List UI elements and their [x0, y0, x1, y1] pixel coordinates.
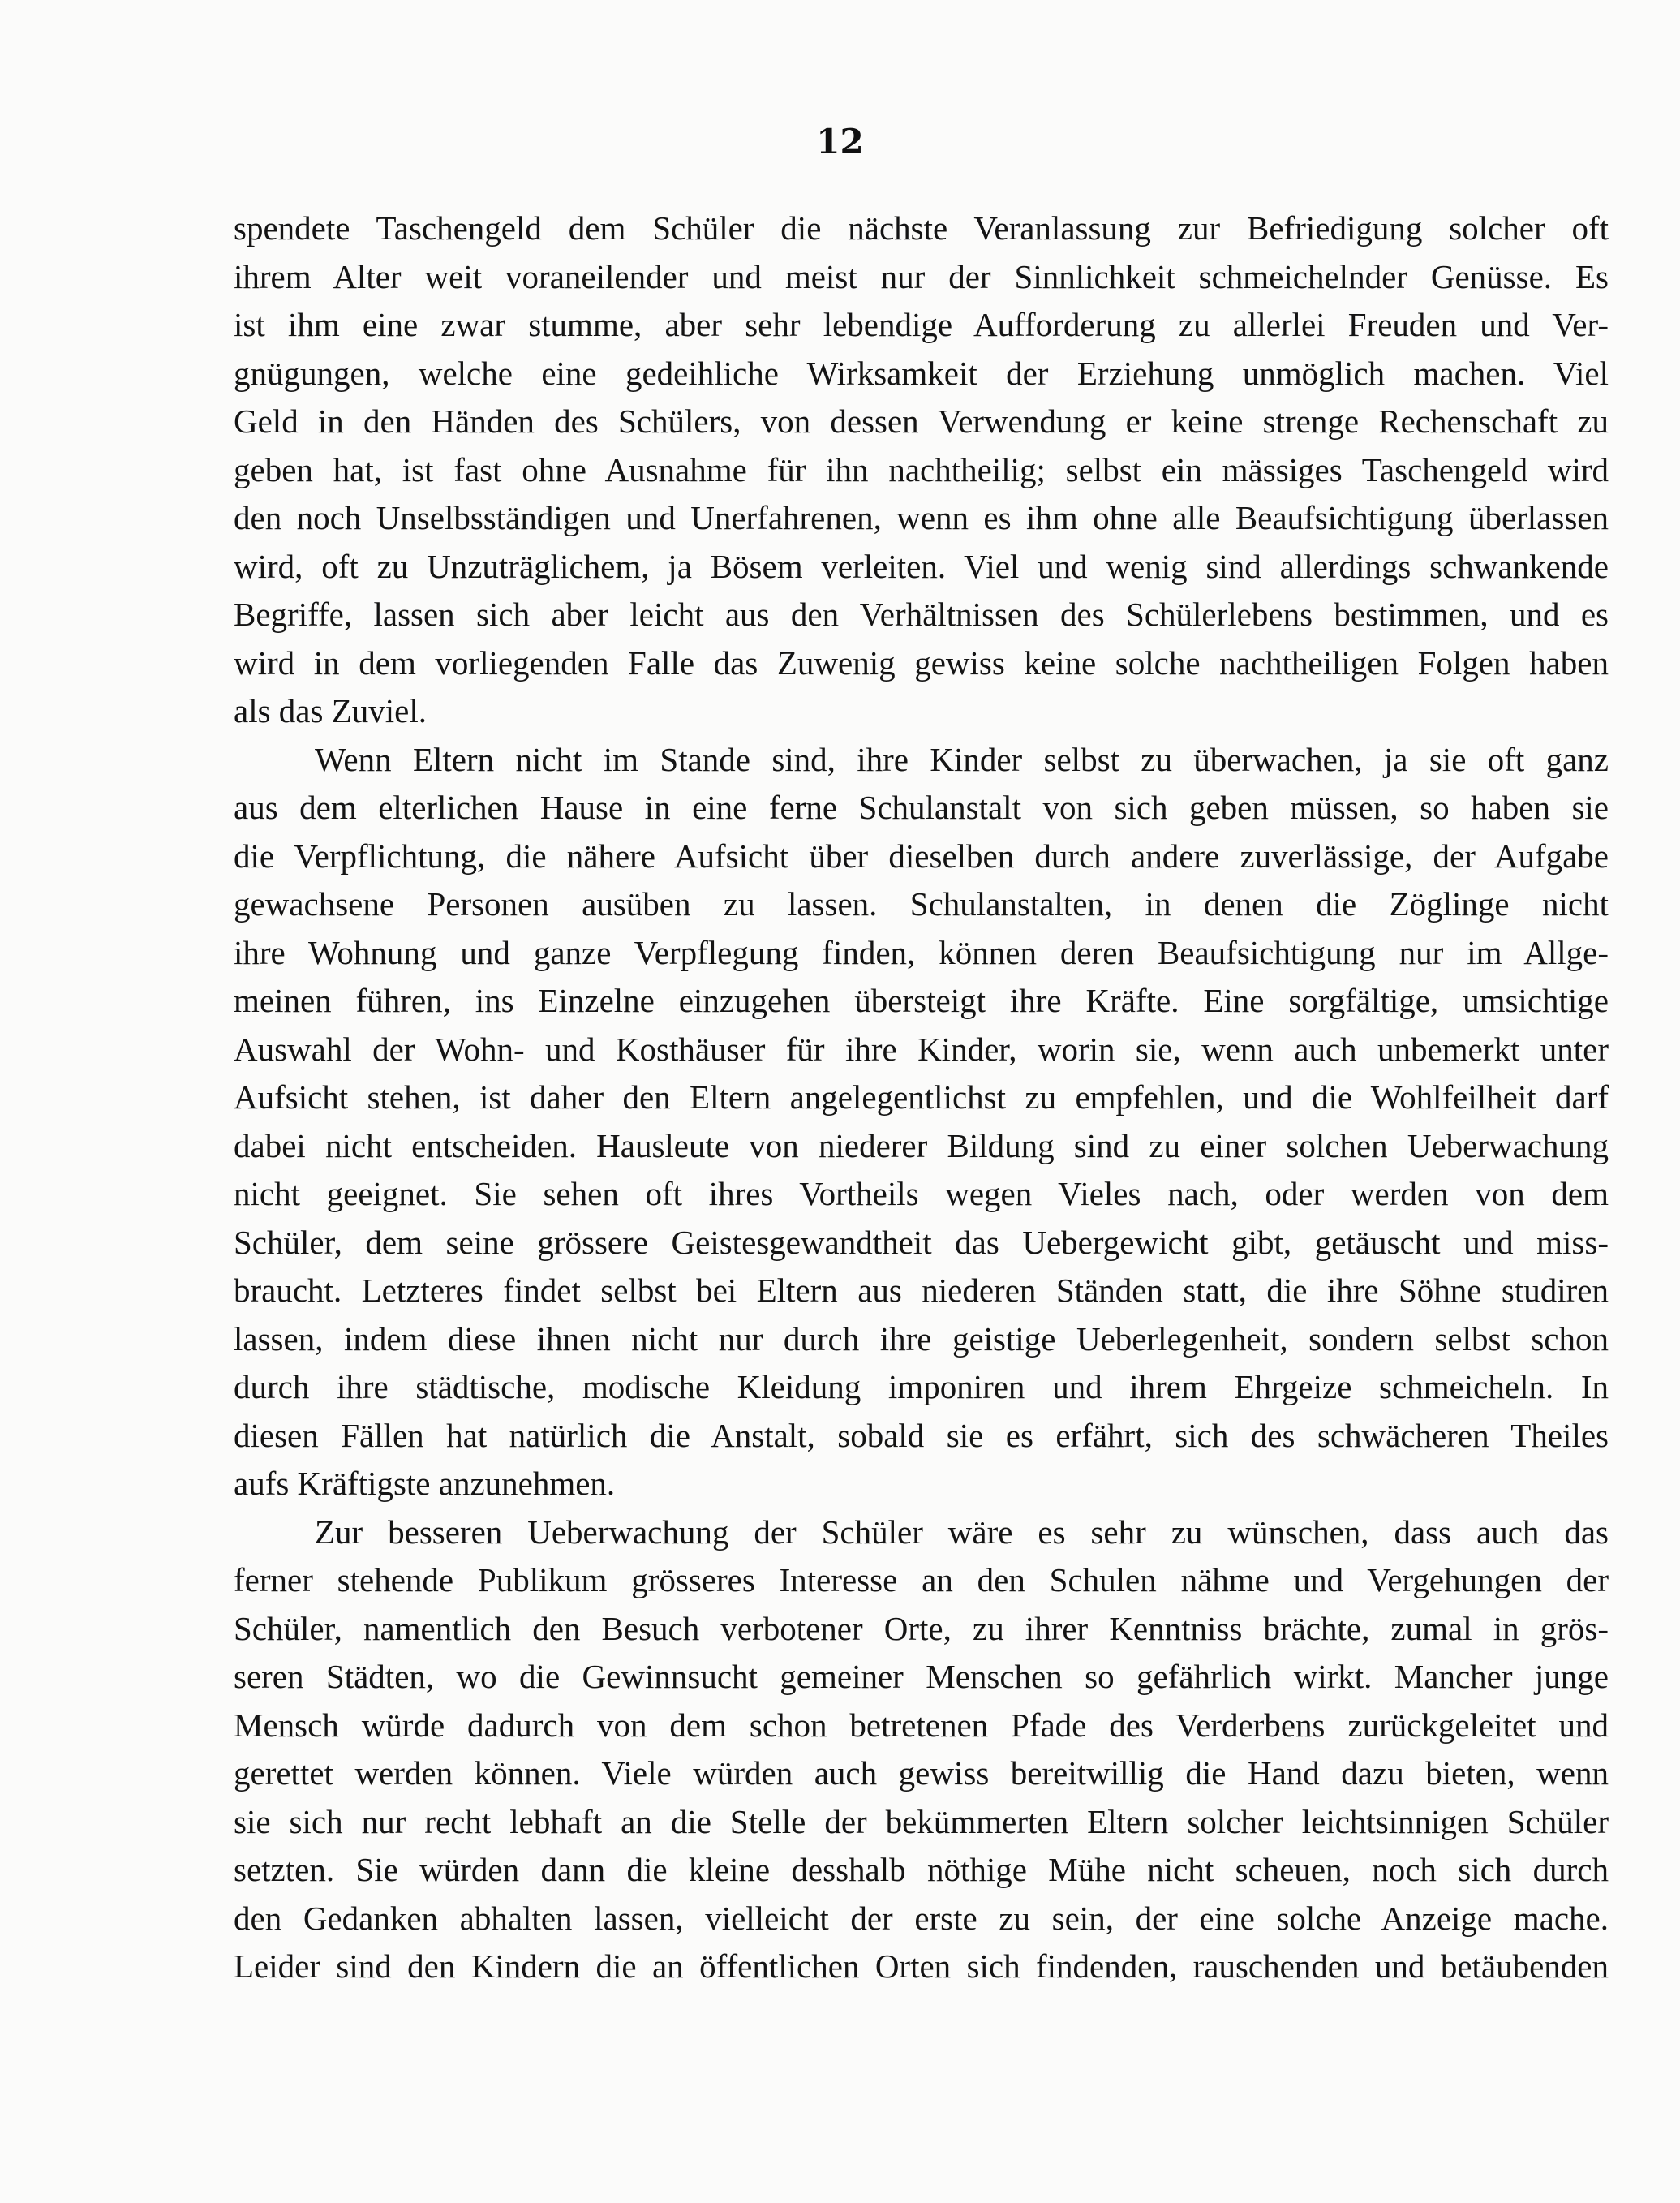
- text-line: sie sich nur recht lebhaft an die Stelle der bekümmerten Eltern solcher leichtsinnigen Schüler: [234, 1802, 1609, 1840]
- text-line: den noch Unselbsständigen und Unerfahrenen, wenn es ihm ohne alle Beaufsichtigung überlassen: [234, 499, 1609, 536]
- text-line: braucht. Letzteres findet selbst bei Eltern aus niederen Ständen statt, die ihre Söhne studiren: [234, 1271, 1609, 1309]
- paragraph-3: [234, 1508, 1609, 1991]
- text-line: Auswahl der Wohn- und Kosthäuser für ihre Kinder, worin sie, wenn auch unbemerkt unter: [234, 1030, 1609, 1068]
- text-line: wird, oft zu Unzuträglichem, ja Bösem verleiten. Viel und wenig sind allerdings schwankende: [234, 547, 1609, 585]
- text-line: als das Zuviel.: [234, 692, 427, 729]
- text-line: aus dem elterlichen Hause in eine ferne Schulanstalt von sich geben müssen, so haben sie: [234, 789, 1609, 826]
- text-line: geben hat, ist fast ohne Ausnahme für ihn nachtheilig; selbst ein mässiges Taschengeld wird: [234, 450, 1609, 488]
- text-line: diesen Fällen hat natürlich die Anstalt, sobald sie es erfährt, sich des schwächeren Theiles: [234, 1416, 1609, 1454]
- text-line: Leider sind den Kindern die an öffentlichen Orten sich findenden, rauschenden und betäubenden: [234, 1947, 1609, 1985]
- text-line: durch ihre städtische, modische Kleidung imponiren und ihrem Ehrgeize schmeicheln. In: [234, 1368, 1609, 1405]
- text-line: seren Städten, wo die Gewinnsucht gemeiner Menschen so gefährlich wirkt. Mancher junge: [234, 1658, 1609, 1695]
- text-line: spendete Taschengeld dem Schüler die nächste Veranlassung zur Befriedigung solcher oft: [234, 209, 1609, 247]
- text-line: Mensch würde dadurch von dem schon betretenen Pfade des Verderbens zurückgeleitet und: [234, 1706, 1609, 1744]
- page-number: 12: [816, 122, 864, 161]
- text-line: Schüler, namentlich den Besuch verbotener Orte, zu ihrer Kenntniss brächte, zumal in grös-: [234, 1609, 1609, 1647]
- text-line: aufs Kräftigste anzunehmen.: [234, 1465, 616, 1502]
- text-line: den Gedanken abhalten lassen, vielleicht der erste zu sein, der eine solche Anzeige mache.: [234, 1899, 1609, 1937]
- text-line: nicht geeignet. Sie sehen oft ihres Vortheils wegen Vieles nach, oder werden von dem: [234, 1175, 1609, 1212]
- text-line: ihrem Alter weit voraneilender und meist nur der Sinnlichkeit schmeichelnder Genüsse. Es: [234, 257, 1609, 295]
- text-line: Schüler, dem seine grössere Geistesgewandtheit das Uebergewicht gibt, getäuscht und miss-: [234, 1223, 1609, 1261]
- text-line: ihre Wohnung und ganze Verpflegung finden, können deren Beaufsichtigung nur im Allge-: [234, 933, 1609, 971]
- text-line: gerettet werden können. Viele würden auch gewiss bereitwillig die Hand dazu bieten, wenn: [234, 1754, 1609, 1792]
- text-line: Zur besseren Ueberwachung der Schüler wäre es sehr zu wünschen, dass auch das: [315, 1512, 1609, 1551]
- paragraph-2: [234, 736, 1609, 1508]
- text-line: setzten. Sie würden dann die kleine desshalb nöthige Mühe nicht scheuen, noch sich durch: [234, 1851, 1609, 1888]
- text-line: Geld in den Händen des Schülers, von dessen Verwendung er keine strenge Rechenschaft zu: [234, 402, 1609, 440]
- text-line: dabei nicht entscheiden. Hausleute von niederer Bildung sind zu einer solchen Ueberwachung: [234, 1126, 1609, 1164]
- text-line: ist ihm eine zwar stumme, aber sehr lebendige Aufforderung zu allerlei Freuden und Ver-: [234, 306, 1609, 343]
- text-line: die Verpflichtung, die nähere Aufsicht über dieselben durch andere zuverlässige, der Aufgabe: [234, 837, 1609, 875]
- text-line: lassen, indem diese ihnen nicht nur durch ihre geistige Ueberlegenheit, sondern selbst schon: [234, 1319, 1609, 1358]
- paragraph-1: [234, 204, 1609, 736]
- text-line: ferner stehende Publikum grösseres Interesse an den Schulen nähme und Vergehungen der: [234, 1561, 1609, 1598]
- text-line: meinen führen, ins Einzelne einzugehen übersteigt ihre Kräfte. Eine sorgfältige, umsichtige: [234, 982, 1609, 1019]
- body-text: [234, 204, 1609, 1991]
- text-line: Begriffe, lassen sich aber leicht aus den Verhältnissen des Schülerlebens bestimmen, und es: [234, 596, 1609, 633]
- text-line: wird in dem vorliegenden Falle das Zuwenig gewiss keine solche nachtheiligen Folgen haben: [234, 643, 1609, 682]
- text-line: gnügungen, welche eine gedeihliche Wirksamkeit der Erziehung unmöglich machen. Viel: [234, 354, 1609, 392]
- text-line: Aufsicht stehen, ist daher den Eltern angelegentlichst zu empfehlen, und die Wohlfeilheit darf: [234, 1078, 1609, 1116]
- text-line: gewachsene Personen ausüben zu lassen. Schulanstalten, in denen die Zöglinge nicht: [234, 885, 1609, 923]
- text-line: Wenn Eltern nicht im Stande sind, ihre Kinder selbst zu überwachen, ja sie oft ganz: [315, 740, 1609, 778]
